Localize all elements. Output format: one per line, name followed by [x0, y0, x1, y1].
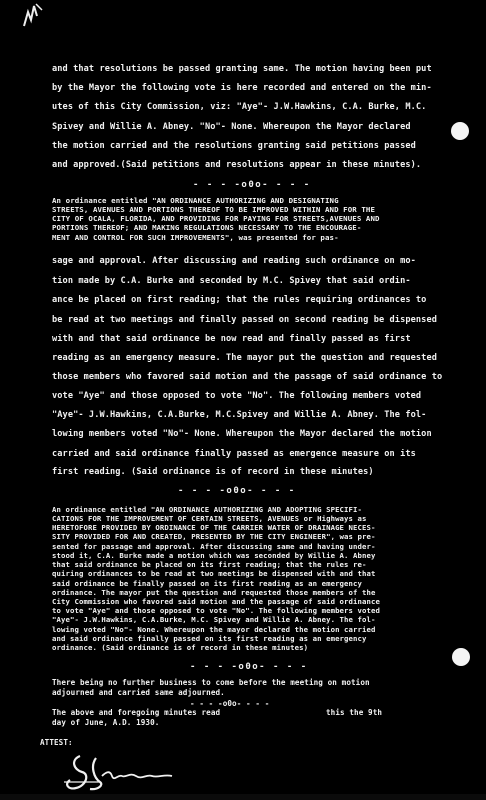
section-separator: - - - -o0o- - - -: [193, 180, 311, 190]
text-line: that said ordinance be placed on its first reading; that the rules re-: [52, 560, 367, 569]
text-line: and said ordinance finally passed on its first reading as an emergency: [52, 634, 367, 643]
text-line: utes of this City Commission, viz: "Aye"- J.W.Hawkins, C.A. Burke, M.C.: [52, 102, 427, 112]
text-line: and approved.(Said petitions and resolutions appear in these minutes).: [52, 160, 422, 170]
section-separator: - - - -o0o- - - -: [190, 662, 308, 672]
text-line: ordinance. The mayor put the question and requested those members of the: [52, 588, 376, 597]
text-line: sented for passage and approval. After discussing same and having under-: [52, 542, 376, 551]
text-line: "Aye"- J.W.Hawkins, C.A.Burke, M.C. Spivey and Willie A. Abney. The fol-: [52, 615, 376, 624]
text-line: CATIONS FOR THE IMPROVEMENT OF CERTAIN STREETS, AVENUES or Highways as: [52, 514, 367, 523]
text-line: stood it, C.A. Burke made a motion which was seconded by Willie A. Abney: [52, 551, 376, 560]
text-line: An ordinance entitled "AN ORDINANCE AUTHORIZING AND DESIGNATING: [52, 196, 339, 205]
text-line: An ordinance entitled "AN ORDINANCE AUTHORIZING AND ADOPTING SPECIFI-: [52, 505, 363, 514]
text-line: carried and said ordinance finally passed as emergence measure on its: [52, 449, 416, 459]
text-line: PORTIONS THEREOF; AND MAKING REGULATIONS NECESSARY TO THE ENCOURAGE-: [52, 223, 362, 232]
text-line: first reading. (Said ordinance is of record in these minutes): [52, 467, 374, 477]
text-line: CITY OF OCALA, FLORIDA, AND PROVIDING FOR PAYING FOR STREETS,AVENUES AND: [52, 214, 380, 223]
text-line: said ordinance be finally passed on its first reading as an emergency: [52, 579, 363, 588]
text-line: ordinance. (Said ordinance is of record in these minutes): [52, 643, 309, 652]
text-line: day of June, A.D. 1930.: [52, 718, 160, 727]
section-separator: - - - -o0o- - - -: [178, 486, 296, 496]
text-line: lowing members voted "No"- None. Whereupon the Mayor declared the motion: [52, 429, 432, 439]
punch-hole-bottom: [452, 648, 470, 666]
text-line: the motion carried and the resolutions granting said petitions passed: [52, 141, 416, 151]
text-line: ance be placed on first reading; that the rules requiring ordinances to: [52, 295, 427, 305]
text-line: STREETS, AVENUES AND PORTIONS THEREOF TO BE IMPROVED WITHIN AND FOR THE: [52, 205, 376, 214]
text-line: quiring ordinances to be read at two meetings be dispensed with and that: [52, 569, 376, 578]
text-line: vote "Aye" and those opposed to vote "No". The following members voted: [52, 391, 422, 401]
section-separator: - - - -o0o- - - -: [190, 699, 270, 708]
attest-label: ATTEST:: [40, 738, 73, 747]
text-line: lowing voted "No"- None. Whereupon the mayor declared the motion carried: [52, 625, 376, 634]
text-line: reading as an emergency measure. The mayor put the question and requested: [52, 353, 437, 363]
text-line: There being no further business to come before the meeting on motion: [52, 678, 370, 687]
text-line: be read at two meetings and finally passed on second reading be dispensed: [52, 315, 437, 325]
text-line: to vote "Aye" and those opposed to vote "No". The following members voted: [52, 606, 380, 615]
punch-hole-top: [451, 122, 469, 140]
text-line: "Aye"- J.W.Hawkins, C.A.Burke, M.C.Spivey and Willie A. Abney. The fol-: [52, 410, 427, 420]
text-line: MENT AND CONTROL FOR SUCH IMPROVEMENTS", was presented for pas-: [52, 233, 339, 242]
text-line: City Commission who favored said motion and the passage of said ordinance: [52, 597, 380, 606]
text-line: those members who favored said motion and the passage of said ordinance to: [52, 372, 443, 382]
handwritten-signature: [40, 752, 190, 792]
corner-scribble-mark: [22, 2, 46, 28]
text-line: SITY PROVIDED FOR AND CREATED, PRESENTED BY THE CITY ENGINEER", was pre-: [52, 532, 376, 541]
approval-date-fragment: this the 9th: [326, 708, 383, 717]
text-line: tion made by C.A. Burke and seconded by M.C. Spivey that said ordin-: [52, 276, 411, 286]
text-line: sage and approval. After discussing and reading such ordinance on mo-: [52, 256, 416, 266]
text-line: The above and foregoing minutes read: [52, 708, 221, 717]
page-bottom-edge: [0, 794, 486, 800]
text-line: and that resolutions be passed granting same. The motion having been put: [52, 64, 432, 74]
text-line: Spivey and Willie A. Abney. "No"- None. Whereupon the Mayor declared: [52, 122, 411, 132]
text-line: HERETOFORE PROVIDED BY ORDINANCE OF THE CARRIER WATER OF DRAINAGE NECES-: [52, 523, 376, 532]
text-line: adjourned and carried same adjourned.: [52, 688, 225, 697]
text-line: with and that said ordinance be now read and finally passed as first: [52, 334, 411, 344]
text-line: by the Mayor the following vote is here recorded and entered on the min-: [52, 83, 432, 93]
